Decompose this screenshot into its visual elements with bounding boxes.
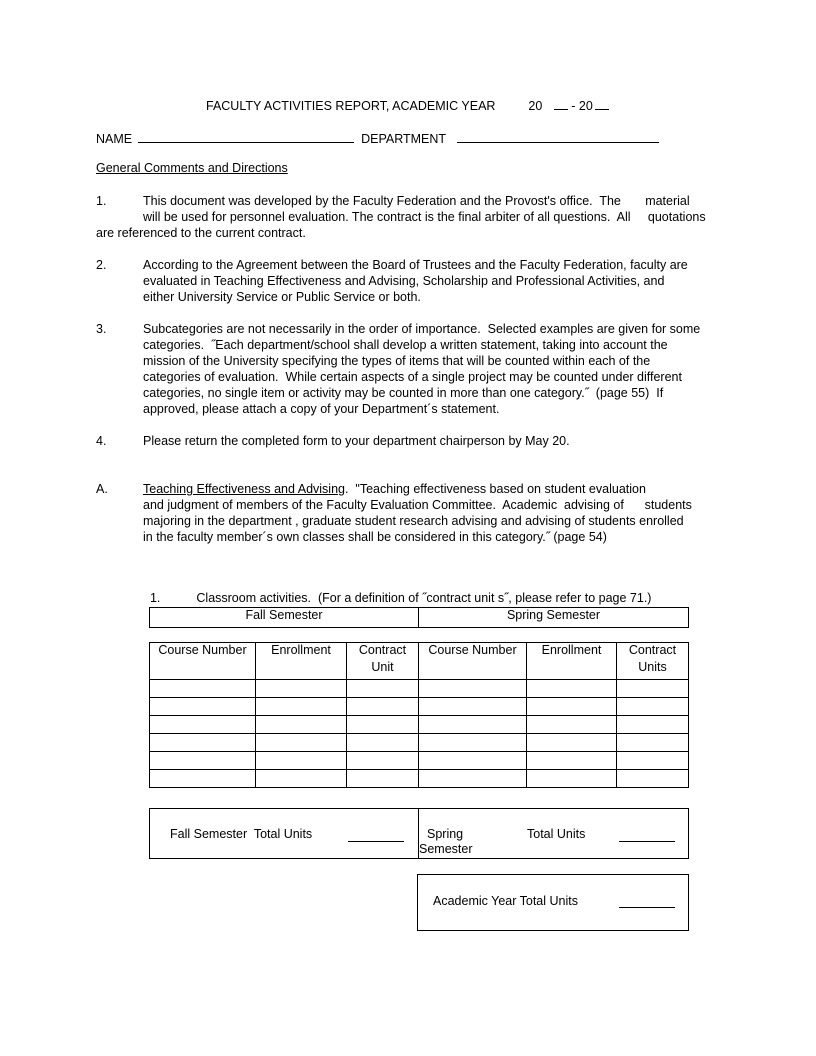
table-cell[interactable] — [347, 752, 419, 770]
item-number: 2. — [96, 258, 107, 272]
name-label: NAME — [96, 132, 133, 146]
table-cell[interactable] — [347, 770, 419, 788]
item-text: This document was developed by the Faculty Federation and the Provost's office. The material — [143, 194, 690, 208]
table-cell[interactable] — [527, 770, 617, 788]
col-contract-unit-fall: Contract Unit — [347, 643, 419, 680]
table-cell[interactable] — [150, 770, 256, 788]
table-cell[interactable] — [527, 680, 617, 698]
item-text: Subcategories are not necessarily in the order of importance. Selected examples are given for some — [143, 322, 701, 336]
item-text: Please return the completed form to your department chairperson by May 20. — [143, 434, 570, 448]
table-cell[interactable] — [150, 716, 256, 734]
item-text: evaluated in Teaching Effectiveness and Advising, Scholarship and Professional Activities, and — [143, 274, 665, 288]
item-text: approved, please attach a copy of your Department´s statement. — [143, 402, 500, 416]
year-blank-2[interactable] — [595, 96, 609, 110]
col-enrollment-spring: Enrollment — [527, 643, 617, 680]
table-cell[interactable] — [347, 680, 419, 698]
table-cell[interactable] — [256, 734, 347, 752]
department-label: DEPARTMENT — [361, 132, 446, 146]
table-cell[interactable] — [617, 770, 689, 788]
table-cell[interactable] — [150, 752, 256, 770]
table-cell[interactable] — [617, 680, 689, 698]
table-cell[interactable] — [419, 752, 527, 770]
table-cell[interactable] — [347, 698, 419, 716]
list-item — [96, 433, 756, 449]
name-department-row — [96, 129, 659, 146]
table-cell[interactable] — [527, 698, 617, 716]
col-contract-units-spring: Contract Units — [617, 643, 689, 680]
table-cell[interactable] — [256, 752, 347, 770]
report-title: FACULTY ACTIVITIES REPORT, ACADEMIC YEAR — [206, 99, 496, 113]
spring-total-label: Total Units — [527, 827, 586, 841]
section-text: in the faculty member´s own classes shall be considered in this category.˝ (page 54) — [143, 530, 607, 544]
section-text: . "Teaching effectiveness based on student evaluation — [344, 482, 646, 496]
table-row — [150, 734, 689, 752]
academic-year-total-box — [417, 874, 689, 931]
page-title — [206, 96, 609, 113]
col-course-number-fall: Course Number — [150, 643, 256, 680]
table-row — [150, 680, 689, 698]
table-cell[interactable] — [256, 716, 347, 734]
item-text: mission of the University specifying the types of items that will be counted within each of the — [143, 354, 651, 368]
table-cell[interactable] — [419, 698, 527, 716]
table-cell[interactable] — [256, 698, 347, 716]
item-text: categories. ˝Each department/school shall develop a written statement, taking into account the — [143, 338, 668, 352]
table-cell[interactable] — [617, 734, 689, 752]
fall-total-field[interactable] — [348, 828, 404, 842]
item-text: According to the Agreement between the Board of Trustees and the Faculty Federation, faculty are — [143, 258, 688, 272]
table-header-row — [150, 643, 689, 680]
item-number: 4. — [96, 434, 107, 448]
table-cell[interactable] — [419, 680, 527, 698]
fall-total-label: Fall Semester Total Units — [170, 827, 313, 841]
col-enrollment-fall: Enrollment — [256, 643, 347, 680]
list-item — [96, 321, 756, 417]
item-text: will be used for personnel evaluation. The contract is the final arbiter of all questions. All quotations — [143, 210, 706, 224]
table-cell[interactable] — [527, 716, 617, 734]
spring-semester-header: Spring Semester — [419, 608, 689, 628]
section-a — [96, 481, 756, 545]
table-row — [150, 698, 689, 716]
col-course-number-spring: Course Number — [419, 643, 527, 680]
section-text: and judgment of members of the Faculty Evaluation Committee. Academic advising of students — [143, 498, 692, 512]
sub-text: Classroom activities. (For a definition of ˝contract unit s˝, please refer to page 71.) — [196, 591, 652, 605]
table-cell[interactable] — [617, 716, 689, 734]
table-cell[interactable] — [527, 752, 617, 770]
table-cell[interactable] — [150, 734, 256, 752]
spring-label-1: Spring — [427, 827, 464, 841]
fall-semester-header: Fall Semester — [150, 608, 419, 628]
semester-totals-box — [149, 808, 689, 859]
year-prefix: 20 — [528, 99, 543, 113]
department-field[interactable] — [457, 129, 659, 143]
table-cell[interactable] — [419, 716, 527, 734]
general-heading: General Comments and Directions — [96, 161, 288, 175]
item-text: categories, no single item or activity may be counted in more than one category.˝ (page 55) If — [143, 386, 664, 400]
list-item — [96, 257, 756, 305]
course-table — [149, 642, 689, 788]
sub-number: 1. — [149, 591, 161, 605]
table-cell[interactable] — [419, 734, 527, 752]
table-row — [150, 770, 689, 788]
semester-header-table — [149, 607, 689, 628]
table-cell[interactable] — [617, 698, 689, 716]
table-cell[interactable] — [419, 770, 527, 788]
spring-total-field[interactable] — [619, 828, 675, 842]
item-number: 1. — [96, 194, 107, 208]
table-cell[interactable] — [150, 698, 256, 716]
table-cell[interactable] — [347, 716, 419, 734]
item-text: categories of evaluation. While certain aspects of a single project may be counted under different — [143, 370, 682, 384]
academic-total-label: Academic Year Total Units — [433, 894, 578, 908]
table-cell[interactable] — [527, 734, 617, 752]
table-cell[interactable] — [150, 680, 256, 698]
section-a-heading: Teaching Effectiveness and Advising — [143, 482, 345, 496]
section-letter: A. — [96, 482, 108, 496]
academic-total-field[interactable] — [619, 894, 675, 908]
table-cell[interactable] — [256, 770, 347, 788]
table-cell[interactable] — [256, 680, 347, 698]
name-field[interactable] — [138, 129, 354, 143]
table-row — [150, 716, 689, 734]
spring-label-2: Semester — [419, 842, 473, 856]
year-blank-1[interactable] — [554, 96, 568, 110]
section-text: majoring in the department , graduate student research advising and advising of students enrolled — [143, 514, 684, 528]
item-text: either University Service or Public Service or both. — [143, 290, 421, 304]
year-separator: - 20 — [571, 99, 593, 113]
table-row — [150, 752, 689, 770]
table-cell[interactable] — [617, 752, 689, 770]
subsection-classroom — [143, 577, 651, 605]
list-item — [96, 193, 756, 241]
item-number: 3. — [96, 322, 107, 336]
item-text: are referenced to the current contract. — [96, 226, 306, 240]
table-cell[interactable] — [347, 734, 419, 752]
